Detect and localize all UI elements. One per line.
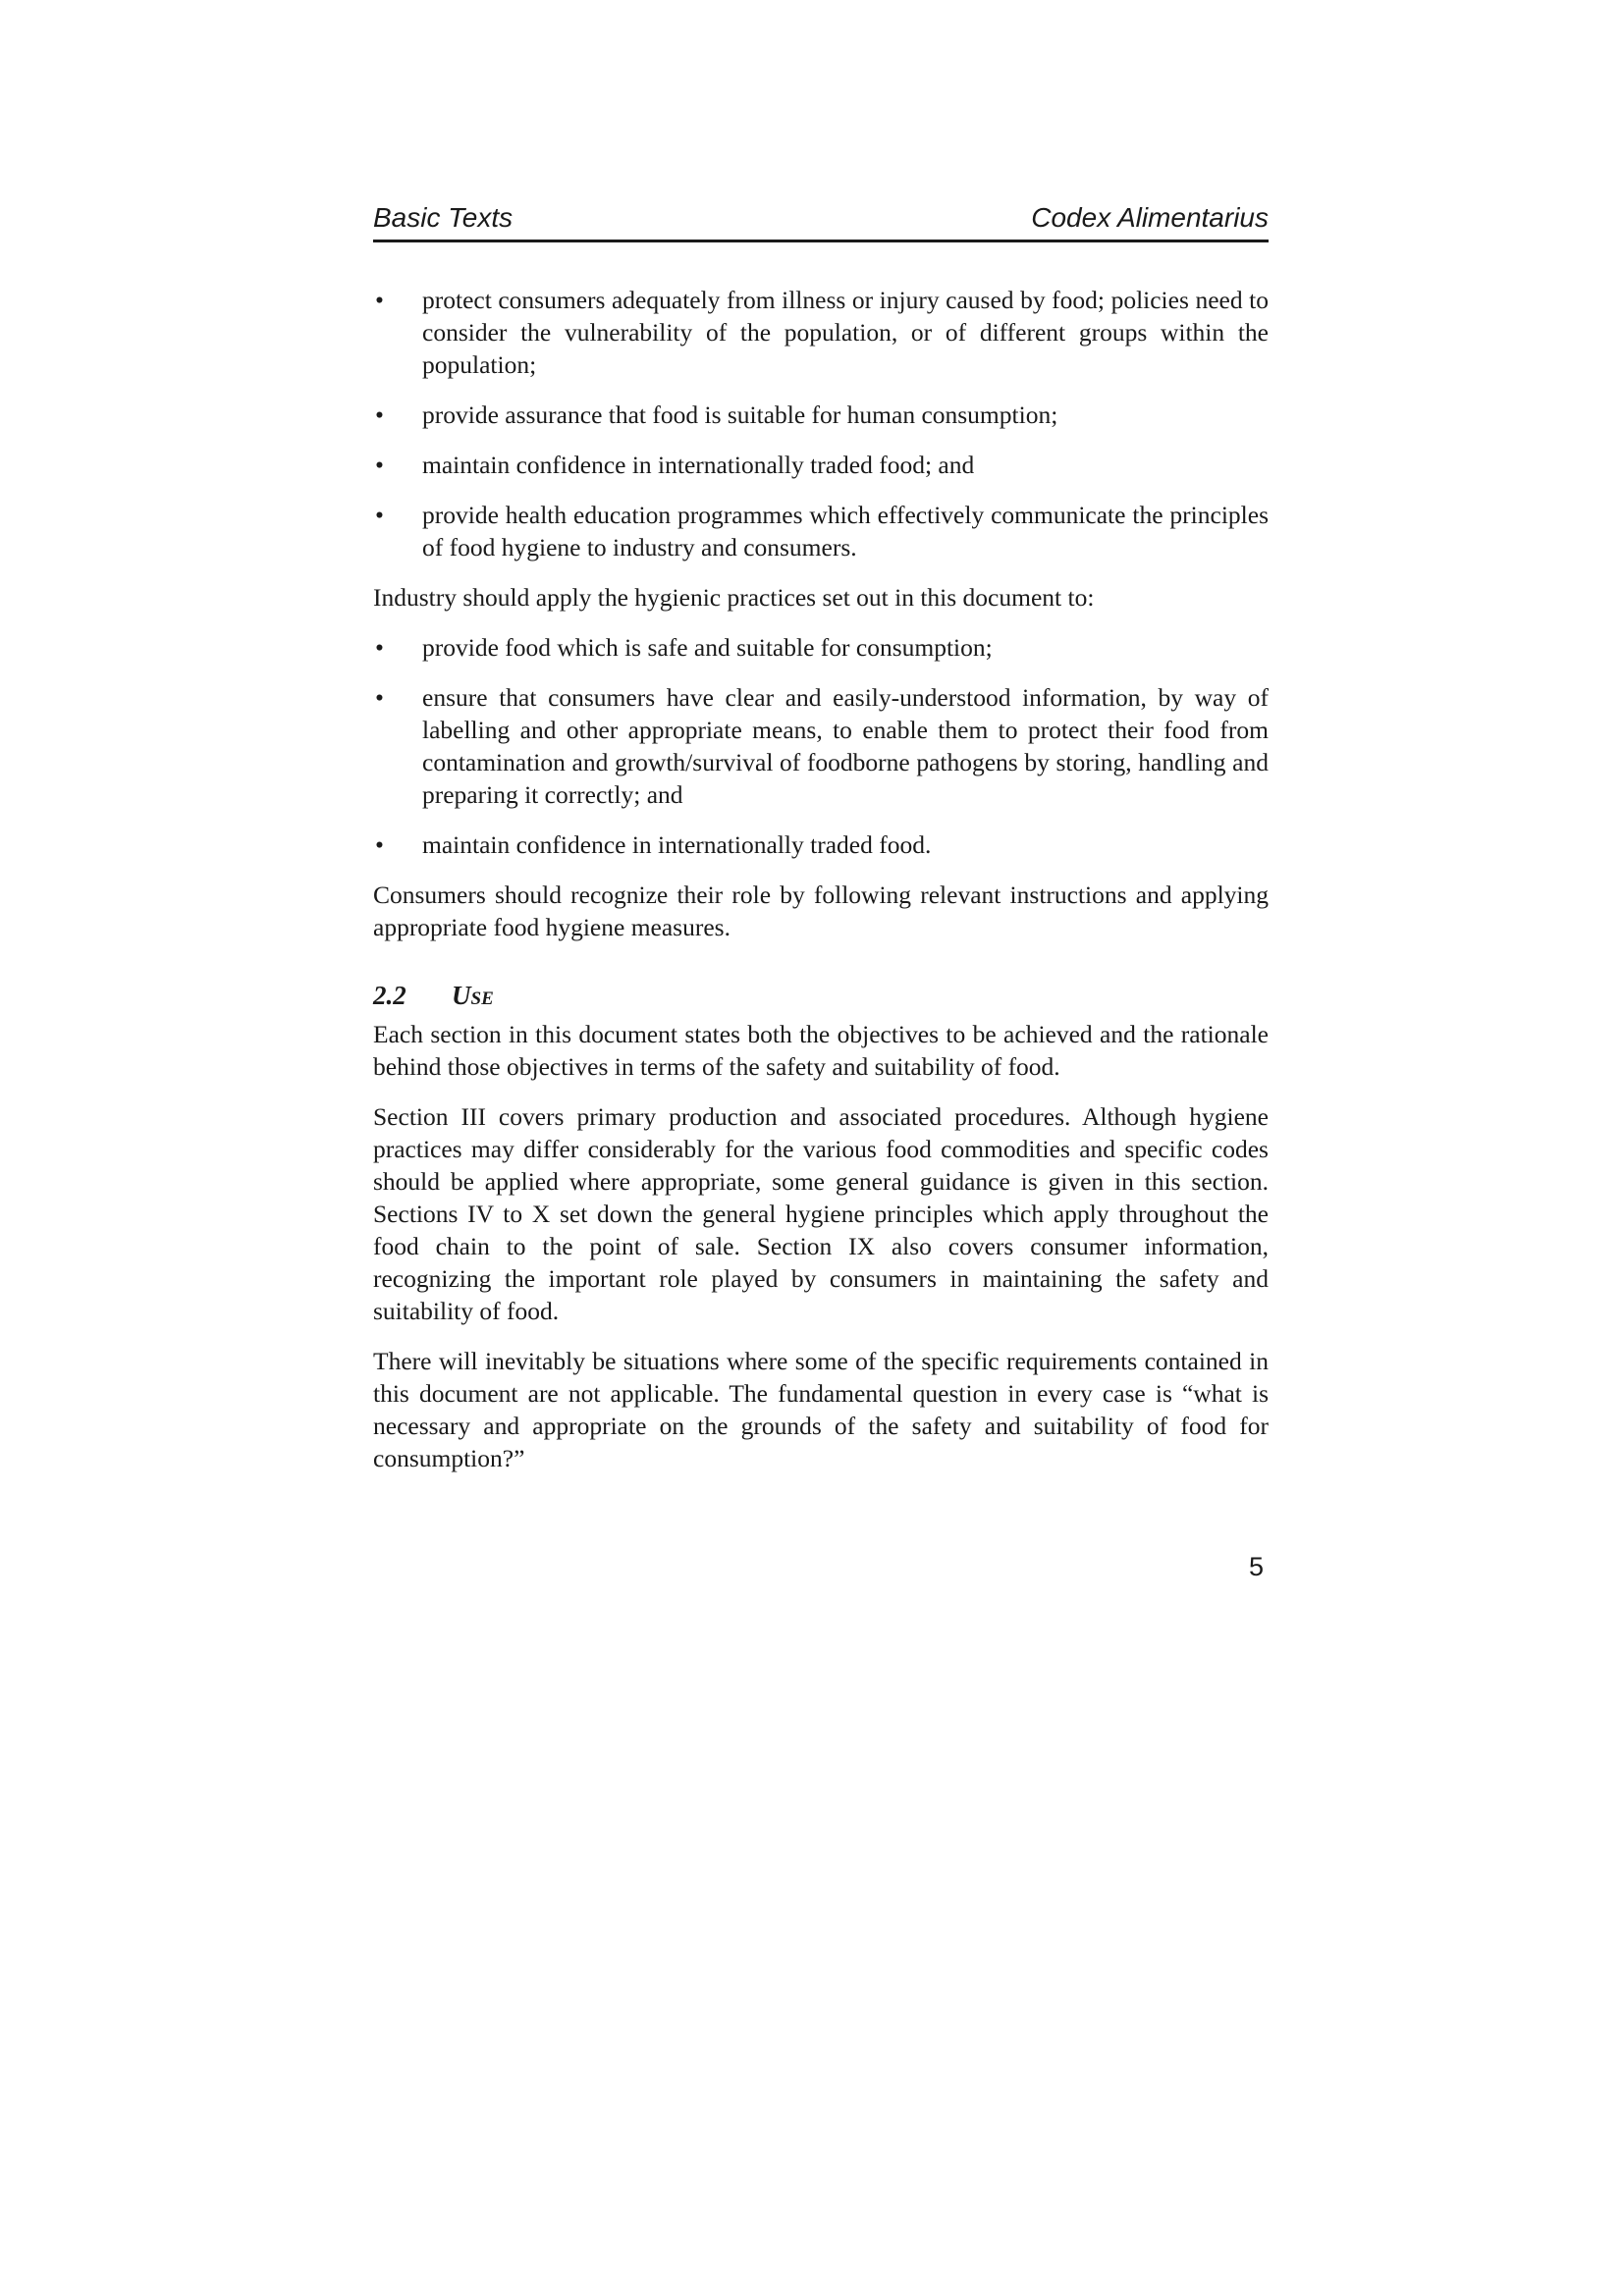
body-paragraph: Each section in this document states both the objectives to be achieved and the rationale behind those objectives in terms of the safety and suitability of food. <box>373 1020 1269 1081</box>
section-number: 2.2 <box>373 981 406 1010</box>
bullet-icon: • <box>375 286 384 314</box>
list-item-text: protect consumers adequately from illness or injury caused by food; policies need to consider the vulnerability of the population, or of different groups within the population; <box>422 286 1269 379</box>
section-heading <box>373 979 1269 1012</box>
body-paragraph: Section III covers primary production and associated procedures. Although hygiene practices may differ considerably for the various food commodities and specific codes should be applied where appropriate, some general guidance is given in this section. Sections IV to X set down the general hygiene principles which apply throughout the food chain to the point of sale. Section IX also covers consumer information, recognizing the important role played by consumers in maintaining the safety and suitability of food. <box>373 1102 1269 1325</box>
header-left-title: Basic Texts <box>373 202 514 233</box>
list-item <box>373 449 1269 481</box>
body-paragraph: There will inevitably be situations where some of the specific requirements contained in this document are not applicable. The fundamental question in every case is “what is necessary and appropriate on the grounds of the safety and suitability of food for consumption?” <box>373 1347 1269 1472</box>
bullet-icon: • <box>375 683 384 712</box>
industry-bullet-list <box>373 631 1269 861</box>
list-item-text: provide food which is safe and suitable for consumption; <box>422 633 993 662</box>
bullet-icon: • <box>375 830 384 859</box>
header-right-title: Codex Alimentarius <box>1031 202 1269 233</box>
bullet-icon: • <box>375 400 384 429</box>
industry-intro-paragraph: Industry should apply the hygienic practices set out in this document to: <box>373 583 1095 612</box>
list-item-text: maintain confidence in internationally traded food; and <box>422 451 975 479</box>
list-item-text: provide assurance that food is suitable for human consumption; <box>422 400 1058 429</box>
section-title: Use <box>452 981 494 1010</box>
list-item <box>373 631 1269 664</box>
running-header <box>373 201 1269 242</box>
list-item-text: maintain confidence in internationally traded food. <box>422 830 932 859</box>
government-bullet-list <box>373 284 1269 563</box>
list-item <box>373 399 1269 431</box>
list-item-text: provide health education programmes which effectively communicate the principles of food hygiene to industry and consumers. <box>422 501 1269 561</box>
bullet-icon: • <box>375 451 384 479</box>
consumers-paragraph: Consumers should recognize their role by following relevant instructions and applying appropriate food hygiene measures. <box>373 881 1269 941</box>
list-item <box>373 828 1269 861</box>
bullet-icon: • <box>375 633 384 662</box>
list-item <box>373 681 1269 811</box>
page-number: 5 <box>1248 1552 1264 1581</box>
bullet-icon: • <box>375 501 384 529</box>
list-item-text: ensure that consumers have clear and easily-understood information, by way of labelling and other appropriate means, to enable them to protect their food from contamination and growth/survival of foodborne pathogens by storing, handling and preparing it correctly; and <box>422 683 1269 809</box>
list-item <box>373 499 1269 563</box>
document-page <box>373 201 1269 1474</box>
list-item <box>373 284 1269 381</box>
